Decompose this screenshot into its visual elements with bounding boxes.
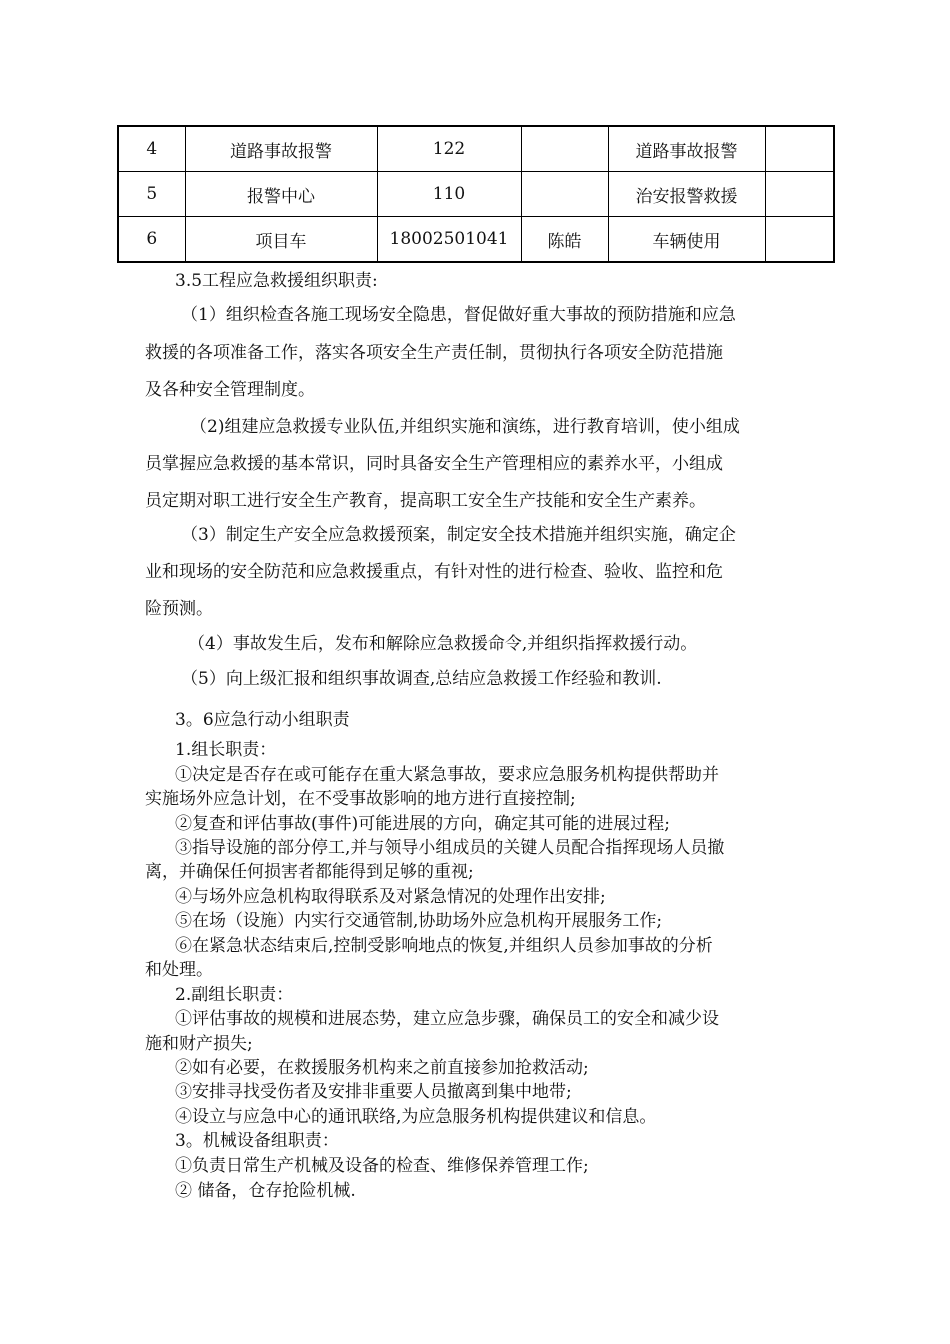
list-item-line: 离，并确保任何损害者都能得到足够的重视;: [145, 862, 474, 882]
paragraph-line: 及各种安全管理制度。: [145, 380, 315, 400]
unit-name-cell: 项目车: [185, 217, 377, 263]
paragraph-line: （5）向上级汇报和组织事故调查,总结应急救援工作经验和教训.: [181, 669, 662, 689]
phone-cell: 122: [377, 126, 521, 172]
remark-cell: [765, 172, 834, 217]
emergency-contacts-table: [117, 125, 835, 263]
section-heading: 3。6应急行动小组职责: [175, 710, 350, 730]
purpose-cell: 道路事故报警: [608, 126, 765, 172]
list-item-line: ②复查和评估事故(事件)可能进展的方向，确定其可能的进展过程;: [175, 814, 670, 834]
paragraph-line: 员定期对职工进行安全生产教育，提高职工安全生产技能和安全生产素养。: [145, 491, 706, 511]
table-row: [118, 126, 834, 172]
list-item-line: 施和财产损失;: [145, 1034, 253, 1054]
unit-name-cell: 道路事故报警: [185, 126, 377, 172]
list-item-line: 实施场外应急计划，在不受事故影响的地方进行直接控制;: [145, 789, 576, 809]
list-item-line: ②如有必要，在救援服务机构来之前直接参加抢救活动;: [175, 1058, 589, 1078]
row-number-cell: 6: [118, 217, 185, 263]
paragraph-line: 险预测。: [145, 599, 213, 619]
remark-cell: [765, 217, 834, 263]
contact-person-cell: 陈皓: [521, 217, 608, 263]
list-item-line: ② 储备，仓存抢险机械.: [175, 1181, 356, 1201]
phone-cell: 18002501041: [377, 217, 521, 263]
list-item-line: ③指导设施的部分停工,并与领导小组成员的关键人员配合指挥现场人员撤: [175, 838, 725, 858]
table-row: [118, 172, 834, 217]
contact-person-cell: [521, 126, 608, 172]
purpose-cell: 治安报警救援: [608, 172, 765, 217]
row-number-cell: 4: [118, 126, 185, 172]
paragraph-line: 救援的各项准备工作，落实各项安全生产责任制，贯彻执行各项安全防范措施: [145, 343, 723, 363]
table-row: [118, 217, 834, 263]
section-heading: 3.5工程应急救援组织职责:: [175, 271, 378, 291]
phone-cell: 110: [377, 172, 521, 217]
subsection-heading: 3。机械设备组职责：: [175, 1131, 339, 1151]
paragraph-line: （1）组织检查各施工现场安全隐患，督促做好重大事故的预防措施和应急: [181, 305, 736, 325]
contact-person-cell: [521, 172, 608, 217]
list-item-line: ⑤在场（设施）内实行交通管制,协助场外应急机构开展服务工作;: [175, 911, 663, 931]
list-item-line: ⑥在紧急状态结束后,控制受影响地点的恢复,并组织人员参加事故的分析: [175, 936, 713, 956]
paragraph-line: （4）事故发生后，发布和解除应急救援命令,并组织指挥救援行动。: [188, 634, 698, 654]
subsection-heading: 1.组长职责：: [175, 740, 277, 760]
list-item-line: ①负责日常生产机械及设备的检查、维修保养管理工作;: [175, 1156, 589, 1176]
row-number-cell: 5: [118, 172, 185, 217]
list-item-line: ④与场外应急机构取得联系及对紧急情况的处理作出安排;: [175, 887, 606, 907]
list-item-line: 和处理。: [145, 960, 213, 980]
list-item-line: ①决定是否存在或可能存在重大紧急事故，要求应急服务机构提供帮助并: [175, 765, 719, 785]
paragraph-line: （3）制定生产安全应急救援预案，制定安全技术措施并组织实施，确定企: [181, 525, 736, 545]
paragraph-line: （2)组建应急救援专业队伍,并组织实施和演练，进行教育培训，使小组成: [190, 417, 740, 437]
list-item-line: ④设立与应急中心的通讯联络,为应急服务机构提供建议和信息。: [175, 1107, 657, 1127]
remark-cell: [765, 126, 834, 172]
purpose-cell: 车辆使用: [608, 217, 765, 263]
paragraph-line: 业和现场的安全防范和应急救援重点，有针对性的进行检查、验收、监控和危: [145, 562, 723, 582]
paragraph-line: 员掌握应急救援的基本常识，同时具备安全生产管理相应的素养水平，小组成: [145, 454, 723, 474]
list-item-line: ①评估事故的规模和进展态势，建立应急步骤，确保员工的安全和减少设: [175, 1009, 719, 1029]
list-item-line: ③安排寻找受伤者及安排非重要人员撤离到集中地带;: [175, 1082, 572, 1102]
unit-name-cell: 报警中心: [185, 172, 377, 217]
subsection-heading: 2.副组长职责：: [175, 985, 294, 1005]
